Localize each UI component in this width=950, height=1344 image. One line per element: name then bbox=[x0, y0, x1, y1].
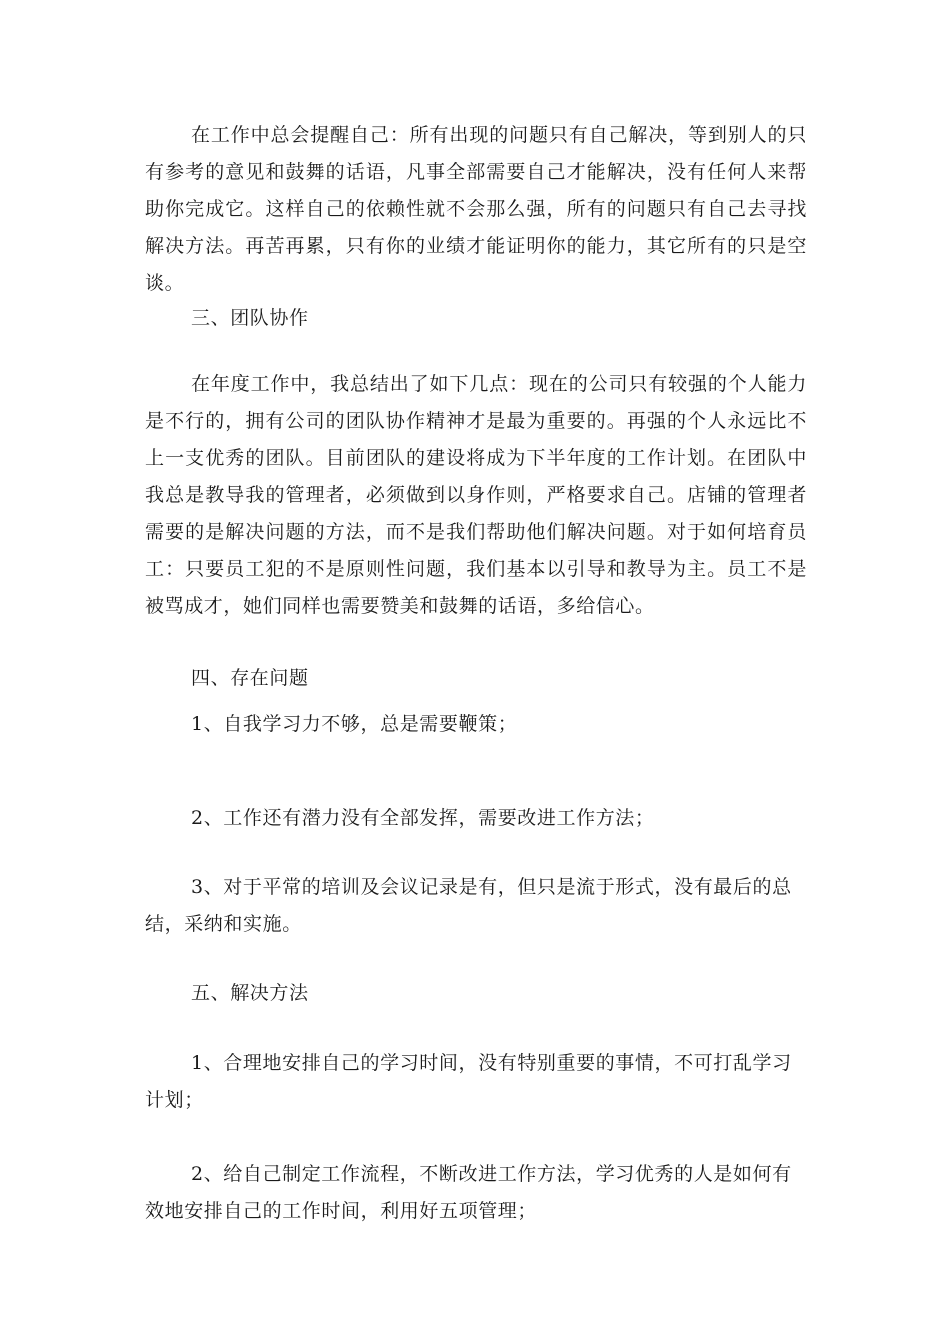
section-heading-issues: 四、存在问题 bbox=[191, 667, 309, 689]
solution-item-1: 1、合理地安排自己的学习时间，没有特别重要的事情，不可打乱学习计划； bbox=[145, 1052, 792, 1111]
issue-item-1: 1、自我学习力不够，总是需要鞭策； bbox=[191, 713, 518, 735]
section-heading-teamwork: 三、团队协作 bbox=[191, 307, 309, 329]
issue-item-2: 2、工作还有潜力没有全部发挥，需要改进工作方法； bbox=[191, 807, 655, 829]
paragraph-teamwork: 在年度工作中，我总结出了如下几点：现在的公司只有较强的个人能力是不行的，拥有公司的团队协作精神才是最为重要的。再强的个人永远比不上一支优秀的团队。目前团队的建设将成为下半年度的工作计划。在团队中我总是教导我的管理者，必须做到以身作则，严格要求自己。店铺的管理者需要的是解决问题的方法，而不是我们帮助他们解决问题。对于如何培育员工：只要员工犯的不是原则性问题，我们基本以引导和教导为主。员工不是被骂成才，她们同样也需要赞美和鼓舞的话语，多给信心。 bbox=[145, 373, 807, 617]
solution-item-2: 2、给自己制定工作流程，不断改进工作方法，学习优秀的人是如何有效地安排自己的工作时间，利用好五项管理； bbox=[145, 1163, 792, 1222]
issue-item-3: 3、对于平常的培训及会议记录是有，但只是流于形式，没有最后的总结，采纳和实施。 bbox=[145, 876, 792, 935]
section-heading-solutions: 五、解决方法 bbox=[191, 982, 309, 1004]
paragraph-self-reliance: 在工作中总会提醒自己：所有出现的问题只有自己解决，等到别人的只有参考的意见和鼓舞的话语，凡事全部需要自己才能解决，没有任何人来帮助你完成它。这样自己的依赖性就不会那么强，所有的问题只有自己去寻找解决方法。再苦再累，只有你的业绩才能证明你的能力，其它所有的只是空谈。 bbox=[145, 124, 807, 294]
